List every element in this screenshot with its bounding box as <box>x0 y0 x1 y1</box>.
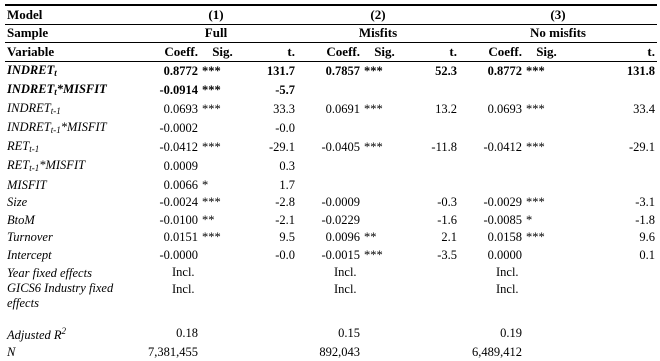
table-row <box>5 246 657 264</box>
coeff-cell: -0.0412 <box>483 140 522 155</box>
empty-cell <box>569 343 657 361</box>
empty-cell <box>362 343 407 361</box>
sig-cell: *** <box>364 102 383 117</box>
sample-3-header: No misfits <box>459 24 657 43</box>
observations-value: 7,381,455 <box>148 345 198 360</box>
t-stat-cell: -0.0 <box>275 121 295 136</box>
spacer-row <box>5 311 657 323</box>
observations-value: 892,043 <box>319 345 360 360</box>
fixed-effects-label: Year fixed effects <box>7 265 92 280</box>
variable-base: RET <box>7 138 30 153</box>
sig-cell: *** <box>364 140 383 155</box>
coeff-cell: 0.0691 <box>325 102 360 117</box>
sample-label: Sample <box>5 24 135 43</box>
t-stat-cell: 131.7 <box>266 64 295 79</box>
sig-cell: *** <box>202 83 221 98</box>
t-stat-cell: 2.1 <box>441 230 457 245</box>
variable-base: INDRET <box>7 100 51 115</box>
t-stat-cell: 13.2 <box>435 102 457 117</box>
regression-table <box>5 4 657 361</box>
sig-cell <box>362 157 407 176</box>
coeff-cell: -0.0024 <box>159 195 198 210</box>
t-stat-cell: -0.3 <box>437 195 457 210</box>
sig-cell: *** <box>526 102 545 117</box>
t-header: t. <box>569 43 657 62</box>
spacer-cell <box>5 311 657 323</box>
adjusted-r2-row <box>5 323 657 343</box>
variable-name <box>5 246 135 264</box>
coeff-cell: -0.0405 <box>321 140 360 155</box>
variable-base: BtoM <box>7 212 35 227</box>
t-stat-cell <box>569 176 657 194</box>
sig-cell: *** <box>526 64 545 79</box>
coeff-cell: 0.0158 <box>487 230 522 245</box>
fixed-effects-value: Incl. <box>334 282 357 297</box>
coeff-cell: 0.0096 <box>325 230 360 245</box>
t-stat-cell: 9.6 <box>639 230 655 245</box>
variable-subscript: t <box>54 67 57 78</box>
adjusted-r2-value: 0.15 <box>338 326 360 341</box>
t-stat-cell: 0.1 <box>639 247 655 262</box>
t-stat-cell: -5.7 <box>275 83 295 98</box>
t-stat-cell: -29.1 <box>268 140 295 155</box>
t-stat-cell <box>407 119 459 138</box>
sig-cell <box>200 157 245 176</box>
variable-header-row <box>5 43 657 62</box>
coeff-cell: -0.0229 <box>321 212 360 227</box>
sig-cell: ** <box>364 230 377 245</box>
table-row <box>5 100 657 119</box>
sig-cell: * <box>526 212 533 227</box>
table-row <box>5 211 657 229</box>
variable-name <box>5 138 135 157</box>
adjusted-r2-label <box>5 323 135 343</box>
t-stat-cell: -29.1 <box>628 140 655 155</box>
t-stat-cell: -11.8 <box>431 140 457 155</box>
sig-cell <box>524 119 569 138</box>
fixed-effects-value: Incl. <box>172 282 195 297</box>
sig-cell: *** <box>526 230 545 245</box>
sig-cell <box>362 81 407 100</box>
sig-cell <box>524 157 569 176</box>
variable-subscript: t-1 <box>29 143 40 154</box>
empty-cell <box>524 343 569 361</box>
fixed-effects-row <box>5 281 657 311</box>
coeff-cell: 0.8772 <box>163 64 198 79</box>
sig-cell: *** <box>202 64 221 79</box>
fixed-effects-value: Incl. <box>496 264 519 279</box>
model-label: Model <box>5 5 135 24</box>
empty-cell <box>569 323 657 343</box>
coeff-cell: -0.0029 <box>483 195 522 210</box>
t-stat-cell: 33.4 <box>633 102 655 117</box>
coeff-cell <box>459 81 524 100</box>
empty-cell <box>200 343 245 361</box>
variable-base: Intercept <box>7 247 52 262</box>
sig-cell <box>524 81 569 100</box>
coeff-cell: -0.0412 <box>159 140 198 155</box>
sig-cell: *** <box>364 247 383 262</box>
variable-name <box>5 211 135 229</box>
coeff-cell: 0.8772 <box>487 64 522 79</box>
sig-cell: ** <box>202 212 215 227</box>
t-stat-cell <box>407 176 459 194</box>
coeff-cell: 0.7857 <box>325 64 360 79</box>
coeff-cell <box>459 157 524 176</box>
adjusted-r2-text: Adjusted R <box>7 328 62 343</box>
table-row <box>5 193 657 211</box>
coeff-cell <box>459 176 524 194</box>
sig-cell <box>362 119 407 138</box>
empty-cell <box>245 343 297 361</box>
observations-label: N <box>7 345 16 360</box>
sig-cell: *** <box>202 195 221 210</box>
variable-suffix: *MISFIT <box>56 81 107 96</box>
sig-cell <box>362 193 407 211</box>
t-stat-cell: -1.6 <box>437 212 457 227</box>
variable-subscript: t <box>54 86 57 97</box>
adjusted-r2-superscript: 2 <box>61 326 67 337</box>
empty-cell <box>407 343 459 361</box>
sig-cell <box>200 119 245 138</box>
t-stat-cell: -0.0 <box>275 247 295 262</box>
variable-name <box>5 61 135 81</box>
t-stat-cell: 33.3 <box>273 102 295 117</box>
table-row <box>5 176 657 194</box>
t-stat-cell: -1.8 <box>635 212 655 227</box>
variable-subscript: t-1 <box>50 105 61 116</box>
empty-cell <box>245 323 297 343</box>
t-header: t. <box>245 43 297 62</box>
coeff-cell: 0.0000 <box>487 247 522 262</box>
variable-base: MISFIT <box>7 177 47 192</box>
t-stat-cell: -2.1 <box>275 212 295 227</box>
variable-name <box>5 229 135 247</box>
sig-header: Sig. <box>362 43 407 62</box>
t-stat-cell: -2.8 <box>275 195 295 210</box>
coeff-header: Coeff. <box>459 43 524 62</box>
sig-cell: *** <box>526 140 545 155</box>
variable-base: INDRET <box>7 119 51 134</box>
sample-1-header: Full <box>135 24 297 43</box>
sig-cell <box>524 176 569 194</box>
t-stat-cell <box>569 157 657 176</box>
empty-cell <box>362 323 407 343</box>
model-2-header: (2) <box>297 5 459 24</box>
table-row <box>5 157 657 176</box>
coeff-cell: 0.0693 <box>163 102 198 117</box>
t-stat-cell <box>407 81 459 100</box>
coeff-cell: -0.0000 <box>159 247 198 262</box>
variable-subscript: t-1 <box>50 124 61 135</box>
coeff-cell: -0.0100 <box>159 212 198 227</box>
variable-name <box>5 157 135 176</box>
fixed-effects-label: GICS6 Industry fixed effects <box>7 281 114 311</box>
t-stat-cell <box>407 157 459 176</box>
sig-cell <box>362 176 407 194</box>
variable-suffix: *MISFIT <box>39 157 86 172</box>
coeff-cell: -0.0085 <box>483 212 522 227</box>
coeff-cell <box>459 119 524 138</box>
empty-cell <box>524 323 569 343</box>
t-stat-cell: -3.1 <box>635 195 655 210</box>
sample-header-row <box>5 24 657 43</box>
coeff-cell <box>297 119 362 138</box>
t-header: t. <box>407 43 459 62</box>
coeff-cell: 0.0066 <box>163 177 198 192</box>
variable-suffix: *MISFIT <box>60 119 107 134</box>
variable-name <box>5 81 135 100</box>
table-row <box>5 81 657 100</box>
coeff-cell: -0.0009 <box>321 195 360 210</box>
coeff-header: Coeff. <box>297 43 362 62</box>
t-stat-cell: 52.3 <box>435 64 457 79</box>
t-stat-cell <box>569 119 657 138</box>
variable-name <box>5 176 135 194</box>
sig-cell: *** <box>202 102 221 117</box>
coeff-cell <box>297 176 362 194</box>
sig-cell <box>200 246 245 264</box>
coeff-cell: -0.0015 <box>321 247 360 262</box>
coeff-cell: 0.0151 <box>163 230 198 245</box>
fixed-effects-value: Incl. <box>334 264 357 279</box>
sig-cell: *** <box>364 64 383 79</box>
variable-name <box>5 100 135 119</box>
coeff-cell <box>297 157 362 176</box>
table-body <box>5 5 657 361</box>
variable-name <box>5 119 135 138</box>
fixed-effects-value: Incl. <box>496 282 519 297</box>
sig-cell: * <box>202 177 209 192</box>
t-stat-cell: 9.5 <box>279 230 295 245</box>
sig-cell <box>362 211 407 229</box>
variable-subscript: t-1 <box>29 162 40 173</box>
adjusted-r2-value: 0.19 <box>500 326 522 341</box>
sig-cell <box>524 246 569 264</box>
sig-cell: *** <box>526 195 545 210</box>
fixed-effects-row <box>5 264 657 282</box>
sig-header: Sig. <box>524 43 569 62</box>
sig-cell: *** <box>202 140 221 155</box>
t-stat-cell: 0.3 <box>279 159 295 174</box>
model-header-row <box>5 5 657 24</box>
coeff-cell: 0.0009 <box>163 159 198 174</box>
t-stat-cell: -3.5 <box>437 247 457 262</box>
model-3-header: (3) <box>459 5 657 24</box>
observations-row <box>5 343 657 361</box>
coeff-header: Coeff. <box>135 43 200 62</box>
sig-cell: *** <box>202 230 221 245</box>
fixed-effects-value: Incl. <box>172 264 195 279</box>
table-row <box>5 138 657 157</box>
variable-label: Variable <box>5 43 135 62</box>
observations-value: 6,489,412 <box>472 345 522 360</box>
coeff-cell: -0.0914 <box>159 83 198 98</box>
variable-name <box>5 193 135 211</box>
table-row <box>5 119 657 138</box>
empty-cell <box>407 323 459 343</box>
table-row <box>5 61 657 81</box>
adjusted-r2-value: 0.18 <box>176 326 198 341</box>
table-row <box>5 229 657 247</box>
variable-base: Size <box>7 195 28 210</box>
t-stat-cell <box>569 81 657 100</box>
t-stat-cell: 1.7 <box>279 177 295 192</box>
empty-cell <box>200 323 245 343</box>
variable-base: INDRET <box>7 81 55 96</box>
model-1-header: (1) <box>135 5 297 24</box>
coeff-cell: -0.0002 <box>159 121 198 136</box>
coeff-cell: 0.0693 <box>487 102 522 117</box>
coeff-cell <box>297 81 362 100</box>
variable-base: RET <box>7 157 30 172</box>
variable-base: INDRET <box>7 62 55 77</box>
t-stat-cell: 131.8 <box>626 64 655 79</box>
sample-2-header: Misfits <box>297 24 459 43</box>
sig-header: Sig. <box>200 43 245 62</box>
variable-base: Turnover <box>7 230 53 245</box>
